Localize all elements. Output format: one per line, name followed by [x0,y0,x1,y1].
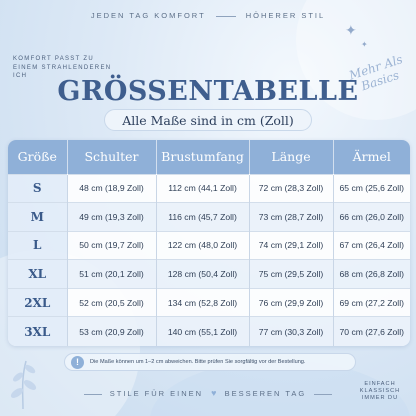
table-row [8,288,410,317]
top-tagline [0,11,416,20]
table-cell: 51 cm (20,1 Zoll) [67,260,156,289]
table-cell: 134 cm (52,8 Zoll) [156,288,249,317]
size-cell: XL [8,260,67,289]
measurement-note [64,353,356,371]
tagline-divider [216,16,236,17]
corner-note: EINFACH KLASSISCH IMMER DU [359,381,401,401]
table-cell: 49 cm (19,3 Zoll) [67,203,156,232]
table-cell: 50 cm (19,7 Zoll) [67,231,156,260]
table-cell: 66 cm (26,0 Zoll) [333,203,410,232]
table-cell: 73 cm (28,7 Zoll) [249,203,333,232]
table-header-row [8,140,410,174]
table-row [8,174,410,203]
bottom-tagline-right: BESSEREN TAG [224,389,307,398]
table-cell: 48 cm (18,9 Zoll) [67,174,156,203]
table-cell: 74 cm (29,1 Zoll) [249,231,333,260]
table-cell: 75 cm (29,5 Zoll) [249,260,333,289]
subtitle: Alle Maße sind in cm (Zoll) [104,109,312,131]
size-cell: 3XL [8,317,67,346]
column-header: Brustumfang [156,140,249,174]
table-cell: 53 cm (20,9 Zoll) [67,317,156,346]
table-cell: 70 cm (27,6 Zoll) [333,317,410,346]
side-note: KOMFORT PASST ZU EINEM STRAHLENDEREN ICH [13,56,112,79]
table-cell: 65 cm (25,6 Zoll) [333,174,410,203]
table-cell: 122 cm (48,0 Zoll) [156,231,249,260]
size-cell: L [8,231,67,260]
table-cell: 67 cm (26,4 Zoll) [333,231,410,260]
size-cell: M [8,203,67,232]
table-cell: 128 cm (50,4 Zoll) [156,260,249,289]
column-header: Größe [8,140,67,174]
leaf-icon [6,355,40,411]
size-cell: S [8,174,67,203]
table-cell: 52 cm (20,5 Zoll) [67,288,156,317]
info-icon: ! [71,356,84,369]
size-table [8,140,410,346]
table-row [8,231,410,260]
table-cell: 76 cm (29,9 Zoll) [249,288,333,317]
table-cell: 112 cm (44,1 Zoll) [156,174,249,203]
table-row [8,260,410,289]
heart-icon: ♥ [211,388,217,398]
top-tagline-left: JEDEN TAG KOMFORT [90,11,206,20]
column-header: Schulter [67,140,156,174]
page-title: GRÖSSENTABELLE [57,76,359,107]
table-cell: 72 cm (28,3 Zoll) [249,174,333,203]
column-header: Länge [249,140,333,174]
bottom-tagline-left: STILE FÜR EINEN [109,389,204,398]
top-tagline-right: HÖHERER STIL [245,11,326,20]
tagline-divider [84,394,102,395]
table-cell: 69 cm (27,2 Zoll) [333,288,410,317]
tagline-divider [314,394,332,395]
column-header: Ärmel [333,140,410,174]
note-text: Die Maße können um 1–2 cm abweichen. Bitte prüfen Sie sorgfältig vor der Bestellung. [90,359,306,365]
table-row [8,203,410,232]
sparkle-icon: ✦ [345,22,357,38]
table-row [8,317,410,346]
size-cell: 2XL [8,288,67,317]
table-cell: 140 cm (55,1 Zoll) [156,317,249,346]
table-cell: 77 cm (30,3 Zoll) [249,317,333,346]
sparkle-icon: ✦ [361,40,368,49]
script-note: Mehr Als Basics [347,52,405,94]
table-cell: 116 cm (45,7 Zoll) [156,203,249,232]
table-cell: 68 cm (26,8 Zoll) [333,260,410,289]
